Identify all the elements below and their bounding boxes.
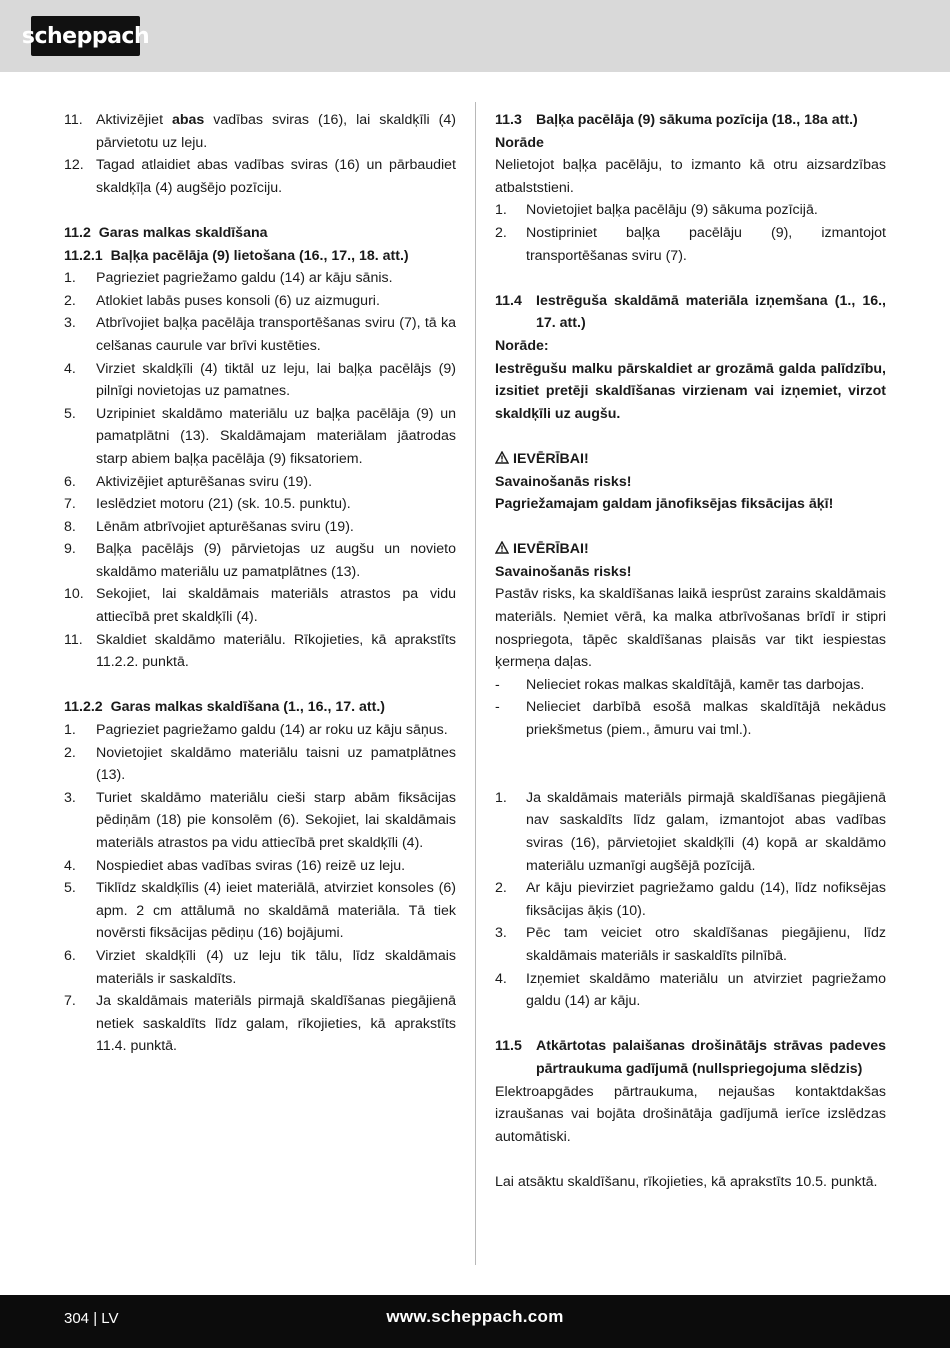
bullet-item [495,696,886,741]
item-text: Pagrieziet pagriežamo galdu (14) ar roku uz kāju sāņus. [96,722,448,739]
item-number: 3. [64,789,76,806]
section-heading-11-4: 11.4 Iestrēguša skaldāmā materiāla izņemšana (1., 16., 17. att.) [495,292,886,332]
list-item [64,538,456,583]
header-band [0,0,950,72]
intro-list [64,109,456,199]
list-item [64,877,456,945]
column-divider [475,102,476,1265]
item-number: 1. [495,202,507,219]
item-text: Nospiediet abas vadības sviras (16) reizē uz leju. [96,857,406,874]
steps-list-11-4 [495,787,886,1013]
list-item [64,855,456,878]
item-number: 3. [495,925,507,942]
list-item [64,719,456,742]
item-text: Virziet skaldķīli (4) tiktāl uz leju, lai baļķa pacēlājs (9) pilnīgi novietojas uz pamatnes. [96,360,456,400]
list-item [64,403,456,471]
steps-list-11-2-2 [64,719,456,1058]
item-text: Baļķa pacēlājs (9) pārvietojas uz augšu un novieto skaldāmo materiālu uz pamatplātnes (13). [96,541,456,580]
list-item [64,945,456,990]
item-number: 1. [495,789,507,806]
item-text: Ja skaldāmais materiāls pirmajā skaldīšanas piegājienā nav saskaldīts līdz galam, izmantojot abas vadības sviras (16), pārvietojiet skaldķīli (4) kopā ar skaldāmo materiālu uzmanīgi augšējā pozīcijā. [526,789,886,874]
item-text: Atbrīvojiet baļķa pacēlāja transportēšanas sviru (7), tā ka celšanas caurule var brīvi kustēties. [96,315,456,354]
item-text: Ieslēdziet motoru (21) (sk. 10.5. punktu). [96,496,351,513]
warning-title: IEVĒRĪBAI! [495,538,886,561]
item-number: 1. [64,270,76,287]
list-item [64,312,456,357]
item-number: 11. [64,112,83,128]
item-text: Nelieciet rokas malkas skaldītājā, kamēr tas darbojas. [526,676,865,693]
list-item [64,493,456,516]
item-text: Tagad atlaidiet abas vadības sviras (16) un pārbaudiet skaldķīļa (4) augšējo pozīciju. [96,157,456,196]
item-text: Tiklīdz skaldķīlis (4) ieiet materiālā, atvirziet konsoles (6) apm. 2 cm attālumā no skaldāmā materiāla. Tā tiek novērsti fiksācijas pēdiņu (16) bojājumi. [96,880,456,942]
item-number: 8. [64,518,76,535]
section-heading-11-3: 11.3 Baļķa pacēlāja (9) sākuma pozīcija (18., 18a att.) [495,112,858,128]
note-text: Nelietojot baļķa pacēlāju, to izmanto kā otru aizsardzības atbalststieni. [495,157,886,196]
list-item [64,990,456,1058]
item-text: Izņemiet skaldāmo materiālu un atvirziet pagriežamo galdu (14) ar kāju. [526,970,886,1010]
section-heading-11-2-1: 11.2.1 Baļķa pacēlāja (9) lietošana (16., 17., 18. att.) [64,247,409,264]
warning-bullets [495,674,886,742]
item-number: 2. [64,744,76,761]
item-number: 6. [64,947,76,964]
item-number: 4. [495,970,507,987]
section-heading-11-5: 11.5 Atkārtotas palaišanas drošinātājs strāvas padeves pārtraukuma gadījumā (nullspriegojuma slēdzis) [495,1038,886,1077]
item-number: 4. [64,857,76,874]
item-number: 10. [64,586,84,603]
list-item [495,877,886,922]
steps-list-11-3 [495,199,886,267]
list-item [64,742,456,787]
list-item [64,267,456,290]
warning-triangle-icon [495,451,509,464]
note-text: Iestrēgušu malku pārskaldiet ar grozāmā galda palīdzību, izsitiet pretēji skaldīšanas virzienam vai izņemiet, virzot skaldķīli uz augšu. [495,360,886,422]
item-text: Sekojiet, lai skaldāmais materiāls atrastos pa vidu attiecībā pret skaldķīli (4). [96,586,456,626]
item-number: 2. [495,224,507,241]
warning-subtitle: Savainošanās risks! [495,473,632,490]
item-text: Pēc tam veiciet otro skaldīšanas piegājienu, līdz skaldāmais materiāls ir saskaldīts pilnībā. [526,925,886,964]
item-text: Nelieciet darbībā esošā malkas skaldītājā nekādus priekšmetus (piem., āmuru vai tml.). [526,699,886,739]
item-text: Nostipriniet baļķa pacēlāju (9), izmantojot transportēšanas sviru (7). [526,224,886,264]
bullet-item [495,674,886,697]
warning-text: Pagriežamajam galdam jānofiksējas fiksācijas āķī! [495,496,834,513]
list-item [64,787,456,855]
item-number: 2. [64,292,76,309]
item-number: 5. [64,405,76,422]
item-number: 2. [495,880,507,897]
item-number: - [495,699,500,716]
item-number: 9. [64,541,76,558]
item-text: Lēnām atbrīvojiet apturēšanas sviru (19). [96,518,354,535]
page-number: 304 | LV [64,1310,119,1327]
section-text: Lai atsāktu skaldīšanu, rīkojieties, kā aprakstīts 10.5. punktā. [495,1173,878,1190]
list-item [64,516,456,539]
list-item [64,629,456,674]
item-text: Skaldiet skaldāmo materiālu. Rīkojieties, kā aprakstīts 11.2.2. punktā. [96,631,456,671]
list-item [64,471,456,494]
list-item [64,154,456,199]
item-text: Turiet skaldāmo materiālu cieši starp abām fiksācijas pēdiņām (18) pie konsolēm (6). Sekojiet, lai skaldāmais materiāls atrastos pa vidu attiecībā pret skaldķīli (4). [96,789,456,851]
item-text: Aktivizējiet apturēšanas sviru (19). [96,473,313,490]
section-text: Elektroapgādes pārtraukuma, nejaušas kontaktdakšas izraušanas vai bojāta drošinātāja gadījumā ierīce izslēdzas automātiski. [495,1083,886,1145]
list-item [64,290,456,313]
item-number: 7. [64,496,76,513]
list-item [64,583,456,628]
list-item [495,922,886,967]
item-text: Novietojiet baļķa pacēlāju (9) sākuma pozīcijā. [526,202,818,219]
website-link[interactable]: www.scheppach.com [386,1307,564,1326]
warning-title: IEVĒRĪBAI! [495,448,886,471]
item-text: Novietojiet skaldāmo materiālu taisni uz pamatplātnes (13). [96,744,456,784]
warning-text: Pastāv risks, ka skaldīšanas laikā iesprūst zarains skaldāmais materiāls. Ņemiet vērā, ka malka atbrīvošanas brīdī ir stipri nospriegota, tāpēc skaldīšanas plaisās var tikt iespiestas ķermeņa daļas. [495,586,886,671]
note-label: Norāde: [495,337,549,354]
item-text: Virziet skaldķīli (4) uz leju tik tālu, līdz skaldāmais materiāls ir saskaldīts. [96,947,456,987]
steps-list-11-2-1 [64,267,456,674]
item-number: 12. [64,157,84,174]
item-number: 7. [64,993,76,1010]
list-item [64,358,456,403]
item-number: 6. [64,473,76,490]
item-text: Pagrieziet pagriežamo galdu (14) ar kāju sānis. [96,270,393,287]
list-item [495,199,886,222]
note-label: Norāde [495,134,544,151]
item-text: Uzripiniet skaldāmo materiālu uz baļķa pacēlāja (9) un pamatplātni (13). Skaldāmajam materiālam jāatrodas starp abiem baļķa pacēlāja (9) fiksatoriem. [96,405,456,467]
right-column [495,109,886,1194]
warning-triangle-icon [495,541,509,554]
item-number: 5. [64,880,76,897]
item-text: Aktivizējiet abas vadības sviras (16), lai skaldķīli (4) pārvietotu uz leju. [96,112,456,151]
warning-subtitle: Savainošanās risks! [495,563,632,580]
item-text: Ja skaldāmais materiāls pirmajā skaldīšanas piegājienā netiek saskaldīts līdz galam, rīkojieties, kā aprakstīts 11.4. punktā. [96,993,456,1055]
list-item [64,109,456,154]
list-item [495,222,886,267]
item-number: - [495,676,500,693]
section-heading-11-2: 11.2 Garas malkas skaldīšana [64,224,268,241]
item-number: 3. [64,315,76,332]
section-heading-11-2-2: 11.2.2 Garas malkas skaldīšana (1., 16., 17. att.) [64,699,386,716]
item-text: Ar kāju pievirziet pagriežamo galdu (14), līdz nofiksējas fiksācijas āķis (10). [526,880,886,919]
list-item [495,787,886,877]
left-column [64,109,456,1058]
list-item [495,968,886,1013]
item-number: 11. [64,631,83,648]
scheppach-logo: scheppach [31,16,140,56]
item-number: 4. [64,360,76,377]
item-text: Atlokiet labās puses konsoli (6) uz aizmuguri. [96,292,380,309]
item-number: 1. [64,722,76,739]
